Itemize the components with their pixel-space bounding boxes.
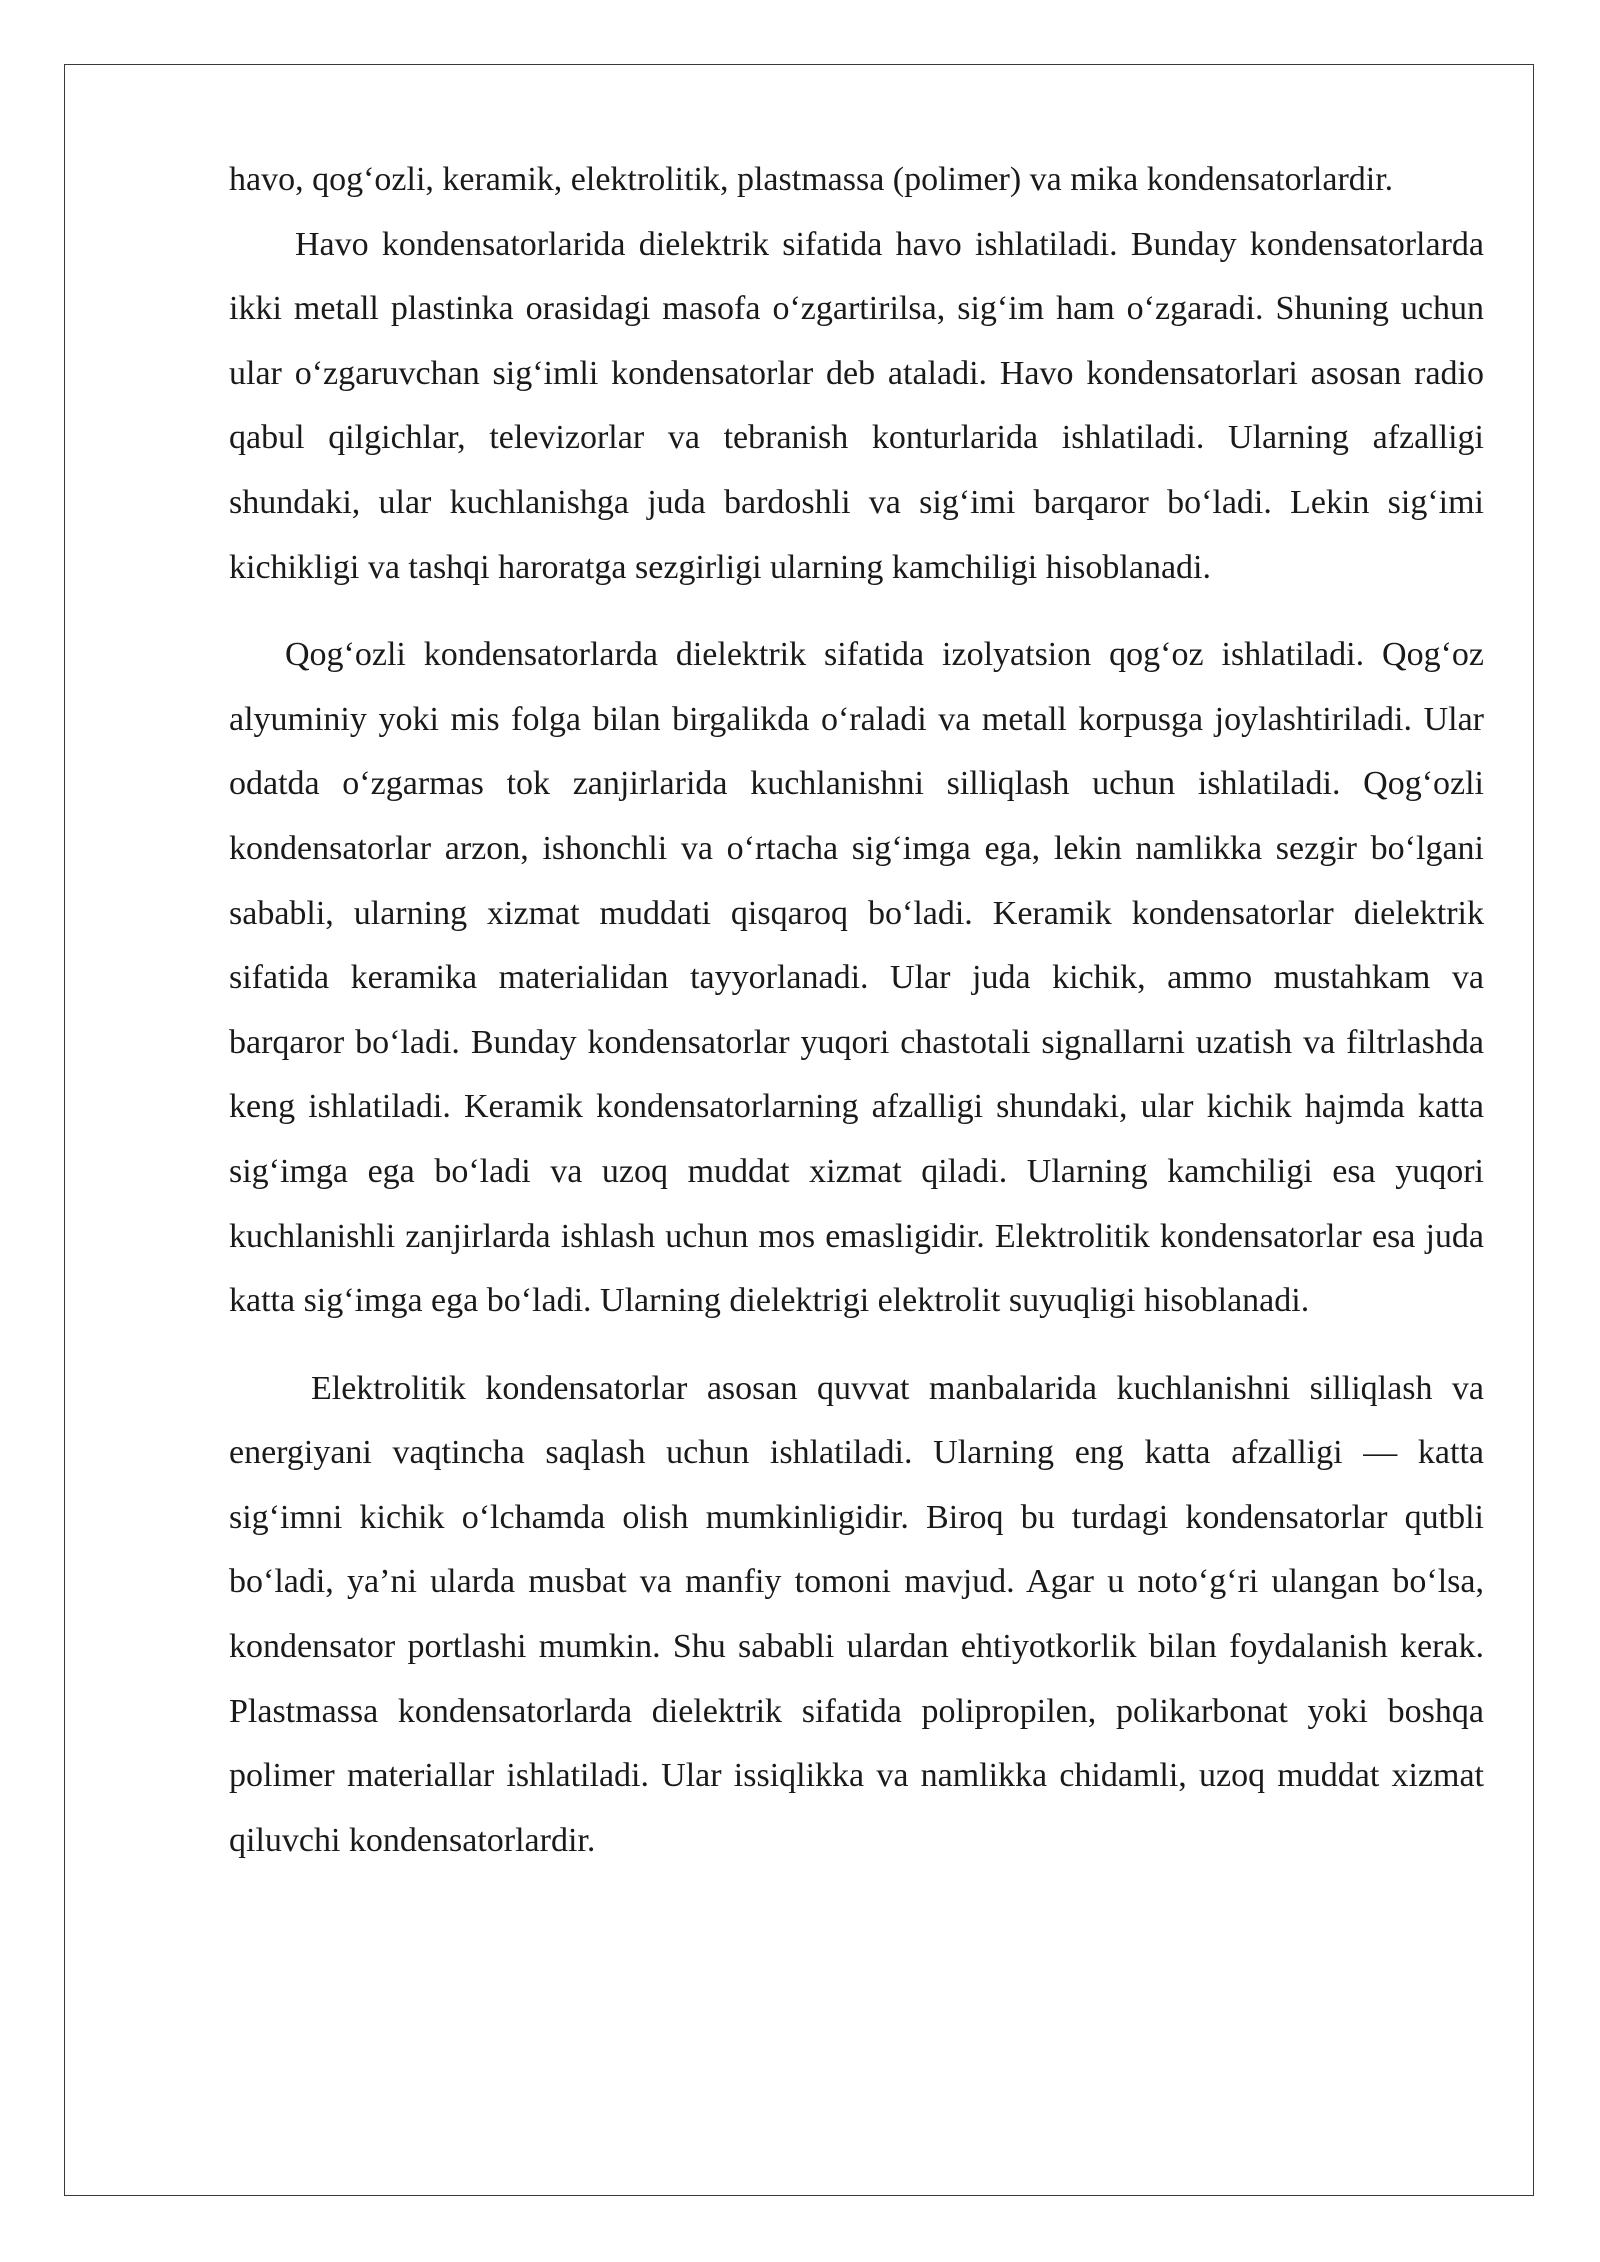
paragraph-2: Havo kondensatorlarida dielektrik sifatida havo ishlatiladi. Bunday kondensatorlarda ikki metall plastinka orasidagi masofa o‘zgartirilsa, sig‘im ham o‘zgaradi. Shuning uchun ular o‘zgaruvchan sig‘imli kondensatorlar deb ataladi. Havo kondensatorlari asosan radio qabul qilgichlar, televizorlar va tebranish konturlarida ishlatiladi. Ularning afzalligi shundaki, ular kuchlanishga juda bardoshli va sig‘imi barqaror bo‘ladi. Lekin sig‘imi kichikligi va tashqi haroratga sezgirligi ularning kamchiligi hisoblanadi.	[229, 225, 1484, 586]
document-body	[229, 148, 1484, 1873]
paragraph-3: Qog‘ozli kondensatorlarda dielektrik sifatida izolyatsion qog‘oz ishlatiladi. Qog‘oz alyuminiy yoki mis folga bilan birgalikda o‘raladi va metall korpusga joylashtiriladi. Ular odatda o‘zgarmas tok zanjirlarida kuchlanishni silliqlash uchun ishlatiladi. Qog‘ozli kondensatorlar arzon, ishonchli va o‘rtacha sig‘imga ega, lekin namlikka sezgir bo‘lgani sababli, ularning xizmat muddati qisqaroq bo‘ladi. Keramik kondensatorlar dielektrik sifatida keramika materialidan tayyorlanadi. Ular juda kichik, ammo mustahkam va barqaror bo‘ladi. Bunday kondensatorlar yuqori chastotali signallarni uzatish va filtrlashda keng ishlatiladi. Keramik kondensatorlarning afzalligi shundaki, ular kichik hajmda katta sig‘imga ega bo‘ladi va uzoq muddat xizmat qiladi. Ularning kamchiligi esa yuqori kuchlanishli zanjirlarda ishlash uchun mos emasligidir. Elektrolitik kondensatorlar esa juda katta sig‘imga ega bo‘ladi. Ularning dielektrigi elektrolit suyuqligi hisoblanadi.	[229, 636, 1484, 1320]
paragraph-1: havo, qog‘ozli, keramik, elektrolitik, plastmassa (polimer) va mika kondensatorlardir.	[229, 161, 1394, 198]
paragraph-4: Elektrolitik kondensatorlar asosan quvvat manbalarida kuchlanishni silliqlash va energiyani vaqtincha saqlash uchun ishlatiladi. Ularning eng katta afzalligi — katta sig‘imni kichik o‘lchamda olish mumkinligidir. Biroq bu turdagi kondensatorlar qutbli bo‘ladi, ya’ni ularda musbat va manfiy tomoni mavjud. Agar u noto‘g‘ri ulangan bo‘lsa, kondensator portlashi mumkin. Shu sababli ulardan ehtiyotkorlik bilan foydalanish kerak. Plastmassa kondensatorlarda dielektrik sifatida polipropilen, polikarbonat yoki boshqa polimer materiallar ishlatiladi. Ular issiqlikka va namlikka chidamli, uzoq muddat xizmat qiluvchi kondensatorlardir.	[229, 1369, 1484, 1859]
